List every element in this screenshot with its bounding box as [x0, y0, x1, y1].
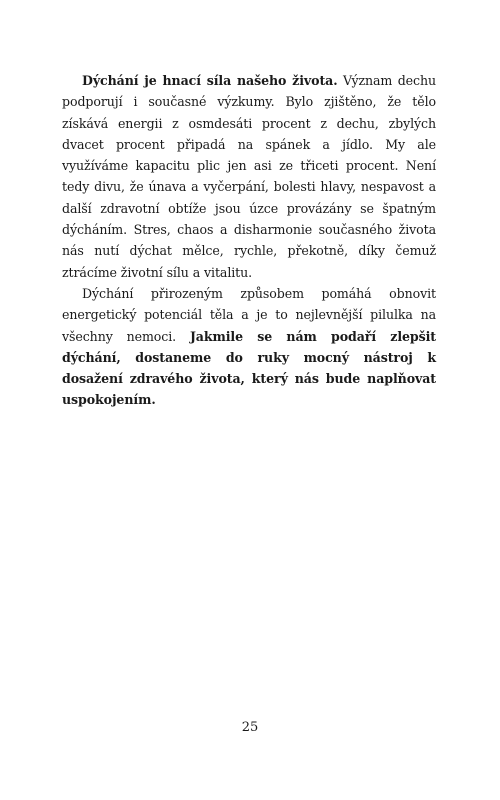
- paragraph-breathing-power: [62, 70, 436, 283]
- paragraph-lead-bold: Dýchání je hnací síla našeho života.: [82, 73, 338, 88]
- paragraph-text: Dýchání přirozeným způsobem pomáhá obnovit energetický potenciál těla a je to nejlevnější pilulka na všechny nemoci.: [62, 285, 436, 344]
- page-body: [62, 70, 436, 411]
- paragraph-text: Význam dechu podporují i současné výzkumy. Bylo zjištěno, že tělo získává energii z osmdesáti procent z dechu, zbylých dvacet procent připadá na spánek a jídlo. My ale využíváme kapacitu plic jen asi ze třiceti procent. Není tedy divu, že únava a vyčerpání, bolesti hlavy, nespavost a další zdravotní obtíže jsou úzce provázány se špatným dýcháním. Stres, chaos a disharmonie současného života nás nutí dýchat mělce, rychle, překotně, díky čemuž ztrácíme životní sílu a vitalitu.: [62, 73, 436, 280]
- paragraph-trail-bold: Jakmile se nám podaří zlepšit dýchání, dostaneme do ruky mocný nástroj k dosažení zdravého života, který nás bude naplňovat uspokojením.: [62, 328, 437, 408]
- paragraph-natural-breathing: [62, 283, 436, 411]
- page-number: 25: [241, 720, 259, 735]
